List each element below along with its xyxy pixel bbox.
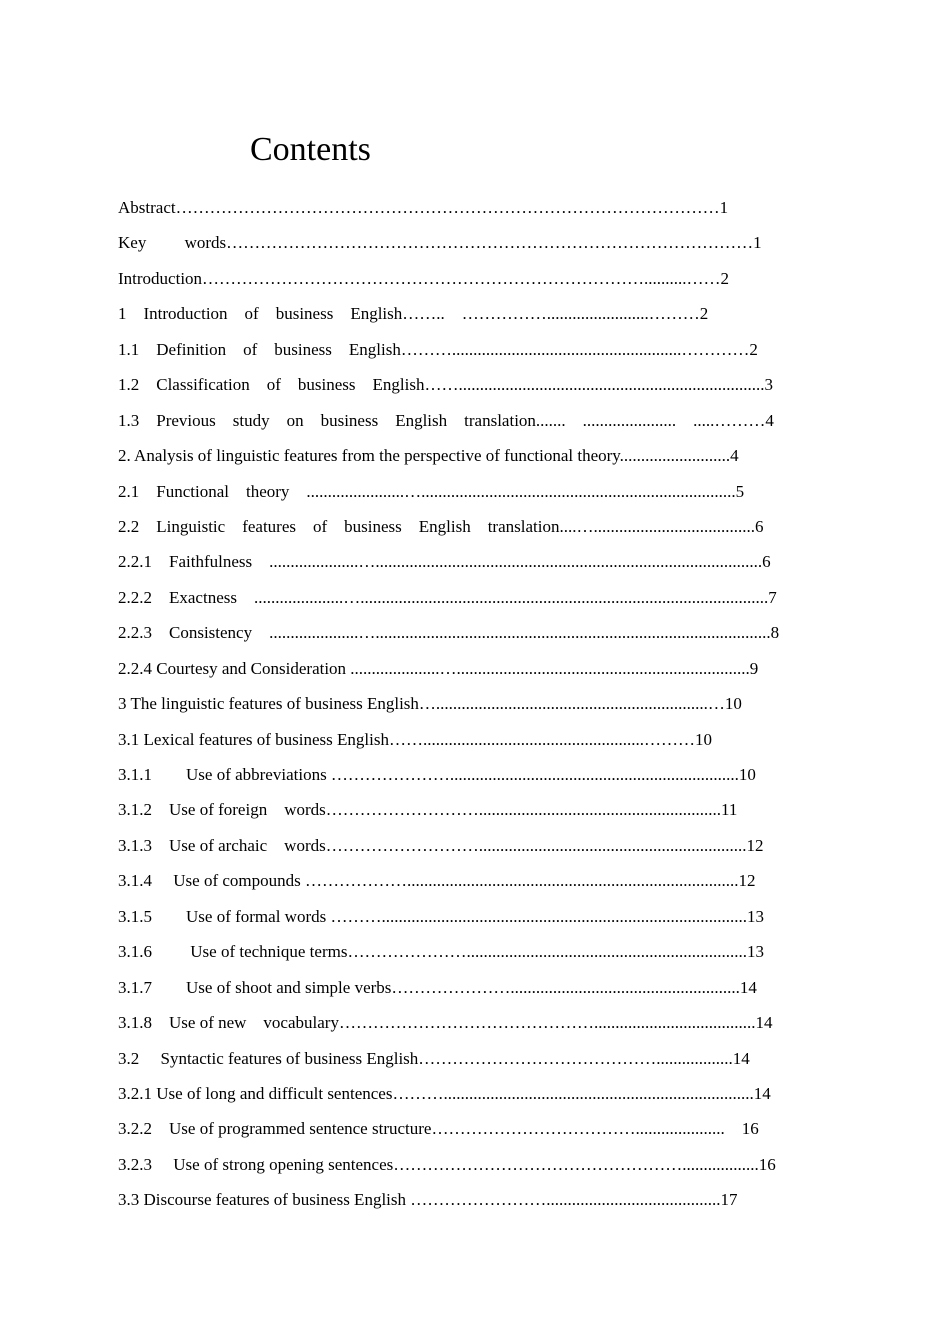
toc-entry: 3.1.6 Use of technique terms…………………..................................................................13 <box>118 942 764 962</box>
toc-entry: 3.1.7 Use of shoot and simple verbs…………………......................................................14 <box>118 977 757 997</box>
toc-entry: Abstract……………………………………………………………………………………1 <box>118 198 729 217</box>
toc-entry: 1.3 Previous study on business English translation....... ...................... .....………4 <box>118 410 774 430</box>
toc-entry: Introduction……………………………………………………………………..........……2 <box>118 268 730 288</box>
toc-entry: Key words…………………………………………………………………………………1 <box>118 233 762 253</box>
toc-entry: 3.1.8 Use of new vocabulary………………………………………......................................14 <box>118 1013 773 1033</box>
toc-entry: 2. Analysis of linguistic features from the perspective of functional theory..........................4 <box>118 446 739 466</box>
toc-entry: 3.2 Syntactic features of business English……………………………………..................14 <box>118 1048 750 1068</box>
toc-entry: 1.2 Classification of business English……........................................................................3 <box>118 375 773 395</box>
toc-entry: 2.1 Functional theory .......................…..........................................................................5 <box>118 481 745 501</box>
toc-entry: 3.1 Lexical features of business English……....................................................………10 <box>118 729 712 749</box>
toc-entry: 2.2.3 Consistency .....................….............................................................................................8 <box>118 623 780 643</box>
toc-entry: 3.1.3 Use of archaic words………………………...............................................................12 <box>118 835 764 855</box>
toc-entry: 2.2.2 Exactness .....................…................................................................................................7 <box>118 587 777 607</box>
toc-entry: 3.1.1 Use of abbreviations …………………....................................................................10 <box>118 765 756 784</box>
toc-entry: 2.2.1 Faithfulness .....................…...........................................................................................6 <box>118 552 771 572</box>
toc-entry: 1 Introduction of business English…….. ……………........................………2 <box>118 304 709 324</box>
toc-entry: 3.2.2 Use of programmed sentence structure………………………………..................... 16 <box>118 1119 759 1139</box>
page-title: Contents <box>250 131 371 168</box>
toc-entry: 3 The linguistic features of business English…................................................................…10 <box>118 694 742 714</box>
toc-entry: 3.1.2 Use of foreign words……………………….........................................................11 <box>118 800 738 820</box>
toc-entry: 1.1 Definition of business English………......................................................…………2 <box>118 339 758 359</box>
table-of-contents <box>118 190 834 1218</box>
toc-entry: 3.2.3 Use of strong opening sentences……………………………………………..................16 <box>118 1154 776 1174</box>
toc-entry: 3.1.5 Use of formal words ………......................................................................................13 <box>118 906 764 926</box>
toc-entry: 3.2.1 Use of long and difficult sentences……….........................................................................14 <box>118 1083 771 1103</box>
toc-entry: 2.2 Linguistic features of business English translation....…......................................6 <box>118 516 764 536</box>
toc-entry: 3.1.4 Use of compounds ………………..............................................................................12 <box>118 871 756 891</box>
toc-entry: 2.2.4 Courtesy and Consideration .....................….....................................................................9 <box>118 658 759 678</box>
toc-entry: 3.3 Discourse features of business English …………………….........................................17 <box>118 1190 738 1210</box>
